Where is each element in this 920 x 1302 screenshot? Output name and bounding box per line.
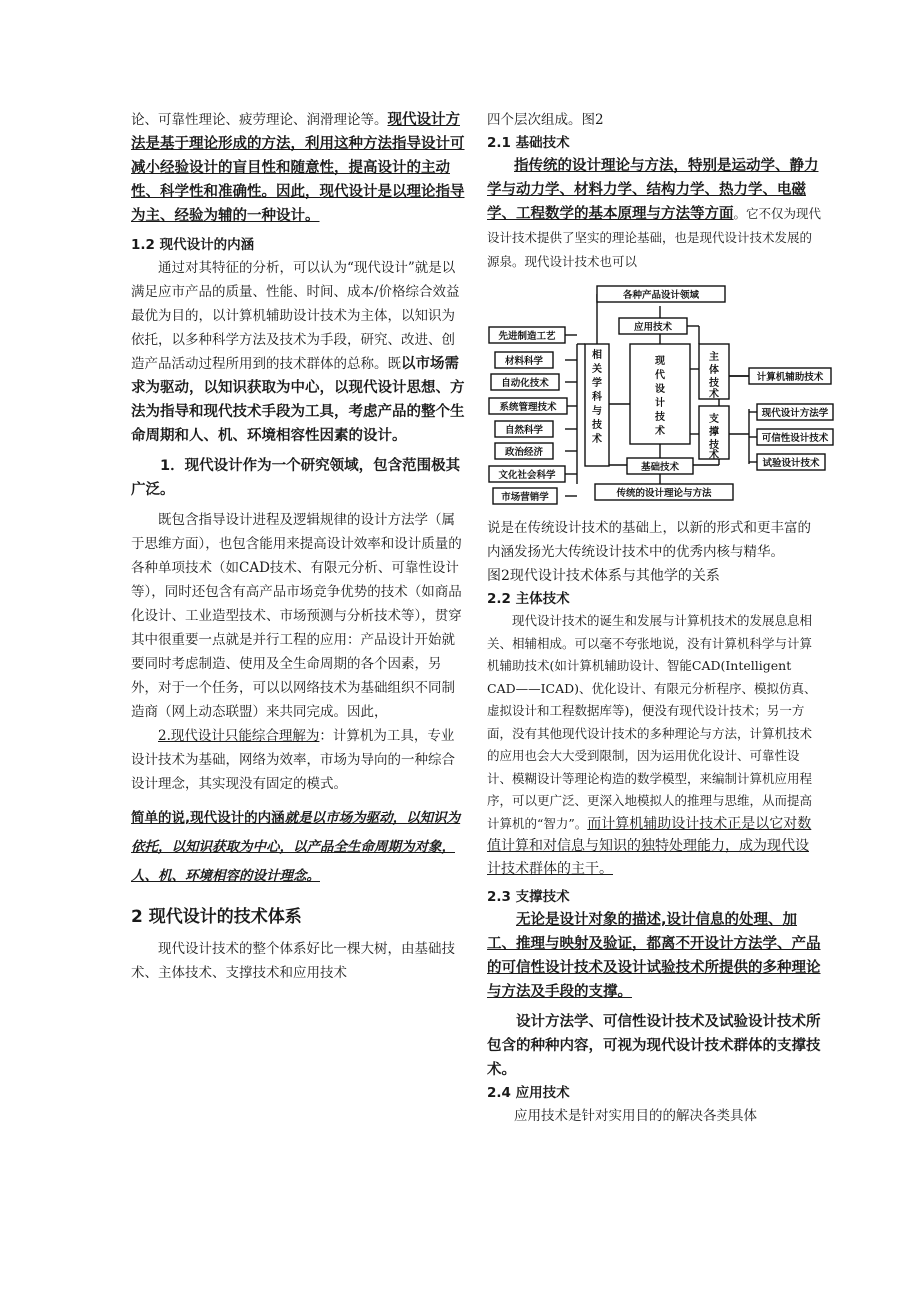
label-left-item: 系统管理技术 bbox=[499, 402, 557, 413]
label-subject-2: 体 bbox=[709, 365, 719, 376]
label-subject-1: 主 bbox=[709, 352, 719, 363]
label-support-1: 支 bbox=[709, 414, 719, 425]
label-subject-3: 技 bbox=[709, 378, 719, 389]
paragraph-application-tech: 应用技术是针对实用目的的解决各类具体 bbox=[514, 1108, 757, 1124]
paragraph-support-tech: 无论是设计对象的描述,设计信息的处理、加工、推理与映射及验证，都离不开设计方法学、产品的可信性设计技术及设计试验技术所提供的多种理论与方法及手段的支撑。 bbox=[487, 912, 821, 1000]
text-plain: 。它不仅为现代设计技术提供了坚实的理论基础，也是现代设计技术发展的源泉。现代设计技术也可以 bbox=[487, 206, 822, 269]
paragraph-tree: 现代设计技术的整个体系好比一棵大树，由基础技术、主体技术、支撑技术和应用技术 bbox=[131, 941, 455, 981]
label-left-item: 文化社会科学 bbox=[498, 470, 556, 481]
paragraph-comprehensive bbox=[131, 724, 466, 796]
paragraph-scope: 既包含指导设计进程及逻辑规律的设计方法学（属于思维方面），也包含能用来提高设计效率和设计质量的各种单项技术（如CAD技术、有限元分析、可靠性设计等），同时还包含有高产品市场竞争优势的技术（如商品化设计、工业造型技术、市场预测与分析技术等），贯穿其中很重要一点就是并行工程的应用：产品设计开始就要同时考虑制造、使用及全生命周期的各个因素，另外，对于一个任务，可以以网络技术为基础组织不同制造商（网上动态联盟）来共同完成。因此， bbox=[131, 512, 462, 720]
paragraph-support-def: 设计方法学、可信性设计技术及试验设计技术所包含的种种内容，可视为现代设计技术群体的支撑技术。 bbox=[487, 1014, 821, 1078]
label-left-item: 市场营销学 bbox=[501, 492, 549, 503]
label-left-item: 自动化技术 bbox=[501, 378, 549, 389]
label-related-5: 与 bbox=[592, 406, 602, 417]
label-right-item: 可信性设计技术 bbox=[761, 433, 829, 444]
heading-2-4: 2.4 应用技术 bbox=[487, 1085, 570, 1101]
text-underlined: 而计算机辅助设计技术正是以它对数值计算和对信息与知识的独特处理能力，成为现代设计技术群体的主干。 bbox=[487, 815, 812, 877]
label-cad: 计算机辅助技术 bbox=[756, 372, 824, 383]
heading-1-2: 1.2 现代设计的内涵 bbox=[131, 237, 255, 253]
text-plain: 通过对其特征的分析，可以认为“现代设计”就是以满足应市产品的质量、性能、时间、成本/价格综合效益最优为目的，以计算机辅助设计技术为主体，以知识为依托，以多种科学方法及技术为手段，研究、改进、创造产品活动过程所用到的技术群体的总称。既 bbox=[131, 260, 460, 372]
heading-2-1: 2.1 基础技术 bbox=[487, 135, 570, 151]
label-core-1: 现 bbox=[655, 356, 665, 367]
label-traditional: 传统的设计理论与方法 bbox=[616, 488, 712, 499]
figure-caption: 图2现代设计技术体系与其他学的关系 bbox=[487, 568, 720, 584]
label-left-item: 材料科学 bbox=[504, 356, 544, 367]
paragraph-definition bbox=[131, 256, 466, 448]
heading-2-2: 2.2 主体技术 bbox=[487, 591, 570, 607]
text-emphasis-italic: 就是以市场为驱动，以知识为依托，以知识获取为中心，以产品全生命周期为对象，人、机、环境相容的设计理念。 bbox=[131, 810, 461, 884]
label-left-item: 先进制造工艺 bbox=[498, 331, 556, 342]
text-emphasis: 指传统的设计理论与方法，特别是运动学、静力学与动力学、材料力学、结构力学、热力学、电磁学、工程数学的基本原理与方法等方面 bbox=[487, 158, 819, 222]
text-plain: 现代设计技术的诞生和发展与计算机技术的发展息息相关、相辅相成。可以毫不夸张地说，没有计算机科学与计算机辅助技术(如计算机辅助设计、智能CAD(Intelligent CAD——ICAD)、优化设计、有限元分析程序、模拟仿真、虚拟设计和工程数据库等)，便没有现代设计技术；另一方面，没有其他现代设计技术的多种理论与方法，计算机技术的应用也会大大受到限制，因为运用优化设计、可靠性设计、模糊设计等理论构造的数学模型，来编制计算机应用程序，可以更广泛、更深入地模拟人的推理与思维，从而提高计算机的“智力”。 bbox=[487, 613, 817, 831]
paragraph-subject-tech bbox=[487, 610, 822, 880]
text-plain: ：计算机为工具，专业设计技术为基础，网络为效率，市场为导向的一种综合设计理念，其实现没有固定的模式。 bbox=[131, 728, 455, 792]
label-core-2: 代 bbox=[655, 370, 665, 381]
text-emphasis: 以市场需求为驱动，以知识获取为中心，以现代设计思想、方法为指导和现代技术手段为工具，考虑产品的整个生命周期和人、机、环境相容性因素的设计。 bbox=[131, 356, 465, 444]
text-underlined: 2.现代设计只能综合理解为 bbox=[158, 728, 320, 744]
label-right-item: 试验设计技术 bbox=[762, 458, 820, 469]
heading-2-3: 2.3 支撑技术 bbox=[487, 889, 570, 905]
paragraph-summary bbox=[131, 804, 466, 891]
paragraph-research-field: 1．现代设计作为一个研究领域，包含范围极其广泛。 bbox=[131, 458, 461, 498]
paragraph-basic-tech bbox=[487, 154, 822, 274]
label-basic: 基础技术 bbox=[640, 462, 680, 473]
label-support-2: 撑 bbox=[709, 427, 719, 438]
label-related-7: 术 bbox=[592, 434, 602, 445]
paragraph-layers: 四个层次组成。图2 bbox=[487, 112, 604, 128]
label-core-4: 计 bbox=[655, 398, 665, 409]
tech-system-diagram bbox=[487, 284, 847, 512]
label-right-item: 现代设计方法学 bbox=[761, 408, 829, 419]
left-column bbox=[131, 108, 466, 985]
label-application: 应用技术 bbox=[633, 322, 673, 333]
label-related-6: 技 bbox=[592, 420, 602, 431]
label-left-item: 自然科学 bbox=[504, 425, 544, 436]
text-emphasis: 简单的说,现代设计的内涵 bbox=[131, 810, 285, 826]
label-left-item: 政治经济 bbox=[504, 447, 544, 458]
label-core-6: 术 bbox=[655, 426, 665, 437]
label-core-3: 设 bbox=[655, 384, 665, 395]
paragraph-theory bbox=[131, 108, 466, 228]
label-support-4: 术 bbox=[709, 450, 719, 461]
label-subject-4: 术 bbox=[709, 389, 719, 400]
box-related bbox=[585, 344, 609, 466]
heading-2: 2 现代设计的技术体系 bbox=[131, 907, 302, 927]
label-top-domain: 各种产品设计领域 bbox=[622, 290, 700, 301]
label-support-3: 技 bbox=[709, 440, 719, 451]
right-column bbox=[487, 108, 829, 1128]
label-related-2: 关 bbox=[592, 364, 602, 375]
label-core-5: 技 bbox=[655, 412, 665, 423]
paragraph-tradition: 说是在传统设计技术的基础上，以新的形式和更丰富的内涵发扬光大传统设计技术中的优秀内核与精华。 bbox=[487, 520, 811, 560]
text-plain: 论、可靠性理论、疲劳理论、润滑理论等。 bbox=[131, 112, 388, 128]
label-related-3: 学 bbox=[592, 378, 602, 389]
text-emphasis: 现代设计方法是基于理论形成的方法，利用这种方法指导设计可减小经验设计的盲目性和随意性，提高设计的主动性、科学性和准确性。因此，现代设计是以理论指导为主、经验为辅的一种设计。 bbox=[131, 112, 465, 224]
label-related-4: 科 bbox=[592, 392, 602, 403]
label-related-1: 相 bbox=[592, 350, 602, 361]
